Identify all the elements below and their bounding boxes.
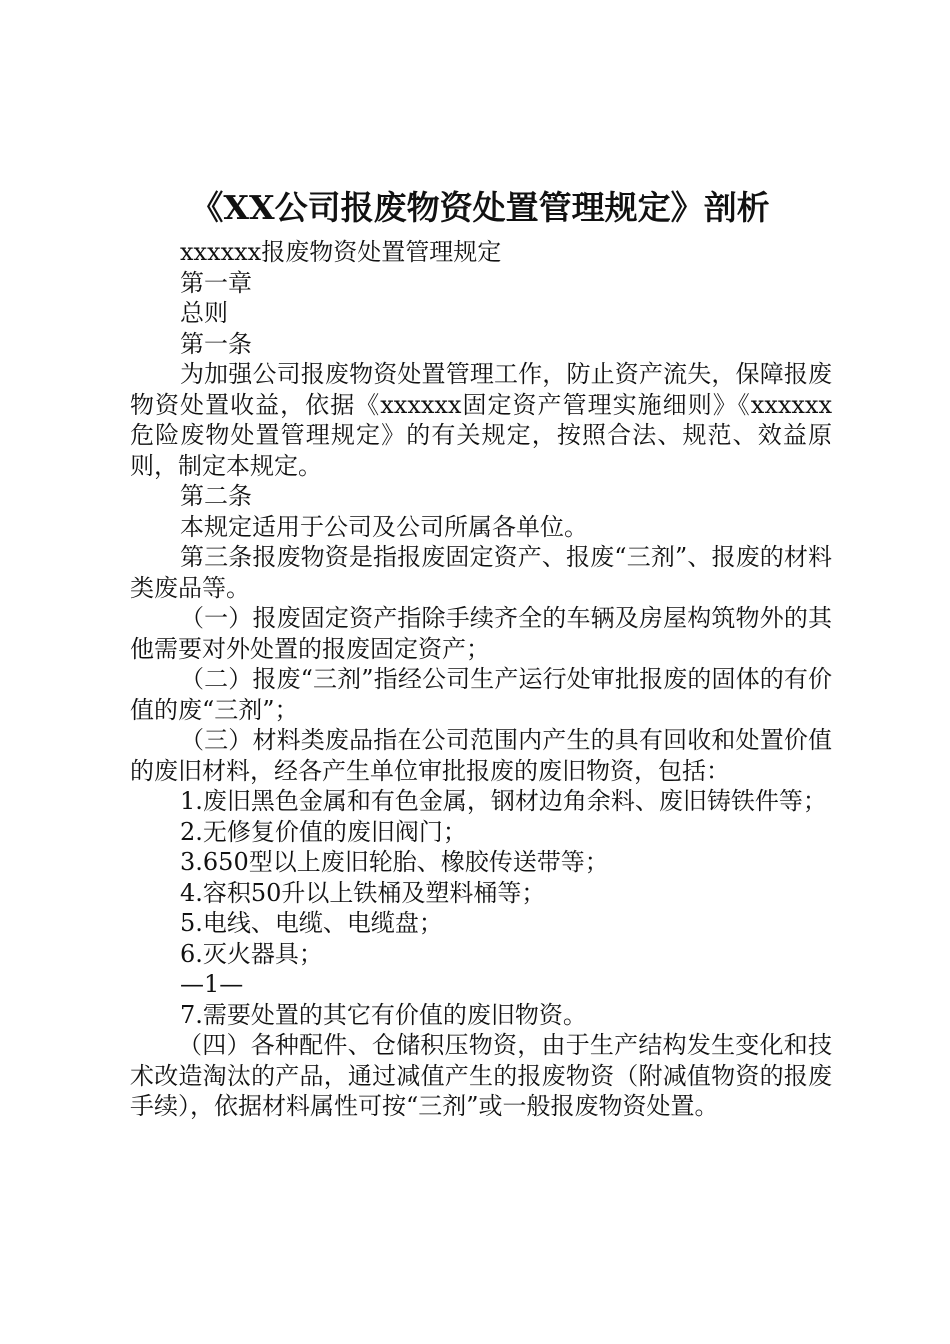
list-item: 6.灭火器具； xyxy=(180,939,323,968)
article-paragraph: 本规定适用于公司及公司所属各单位。 xyxy=(180,512,588,541)
chapter-heading: 第一章 xyxy=(180,268,252,297)
list-item: 7.需要处置的其它有价值的废旧物资。 xyxy=(180,1000,587,1029)
document-body xyxy=(130,237,832,1122)
clause-paragraph: （一）报废固定资产指除手续齐全的车辆及房屋构筑物外的其他需要对外处置的报废固定资产； xyxy=(130,604,832,663)
clause-paragraph: （二）报废“三剂”指经公司生产运行处审批报废的固体的有价值的废“三剂”； xyxy=(130,665,832,724)
list-item: 2.无修复价值的废旧阀门； xyxy=(180,817,467,846)
article-paragraph: 第三条报废物资是指报废固定资产、报废“三剂”、报废的材料类废品等。 xyxy=(130,543,832,602)
article-heading: 第一条 xyxy=(180,329,252,358)
list-item: 4.容积50升以上铁桶及塑料桶等； xyxy=(180,878,546,907)
list-item: 5.电线、电缆、电缆盘； xyxy=(180,909,443,937)
article-paragraph: 为加强公司报废物资处置管理工作，防止资产流失，保障报废物资处置收益，依据《xxxxxx固定资产管理实施细则》《xxxxxx危险废物处置管理规定》的有关规定，按照合法、规范、效益原则，制定本规定。 xyxy=(130,360,832,480)
clause-paragraph: （四）各种配件、仓储积压物资，由于生产结构发生变化和技术改造淘汰的产品，通过减值产生的报废物资（附减值物资的报废手续），依据材料属性可按“三剂”或一般报废物资处置。 xyxy=(130,1031,832,1120)
list-item: 1.废旧黑色金属和有色金属，钢材边角余料、废旧铸铁件等； xyxy=(180,787,827,815)
chapter-name: 总则 xyxy=(180,299,228,327)
clause-paragraph: （三）材料类废品指在公司范围内产生的具有回收和处置价值的废旧材料，经各产生单位审批报废的废旧物资，包括： xyxy=(130,726,832,785)
document-title: 《XX公司报废物资处置管理规定》剖析 xyxy=(190,188,770,227)
article-heading: 第二条 xyxy=(180,482,252,510)
page-number: —1— xyxy=(180,970,244,998)
document-subtitle: xxxxxx报废物资处置管理规定 xyxy=(180,238,502,266)
list-item: 3.650型以上废旧轮胎、橡胶传送带等； xyxy=(180,848,609,876)
